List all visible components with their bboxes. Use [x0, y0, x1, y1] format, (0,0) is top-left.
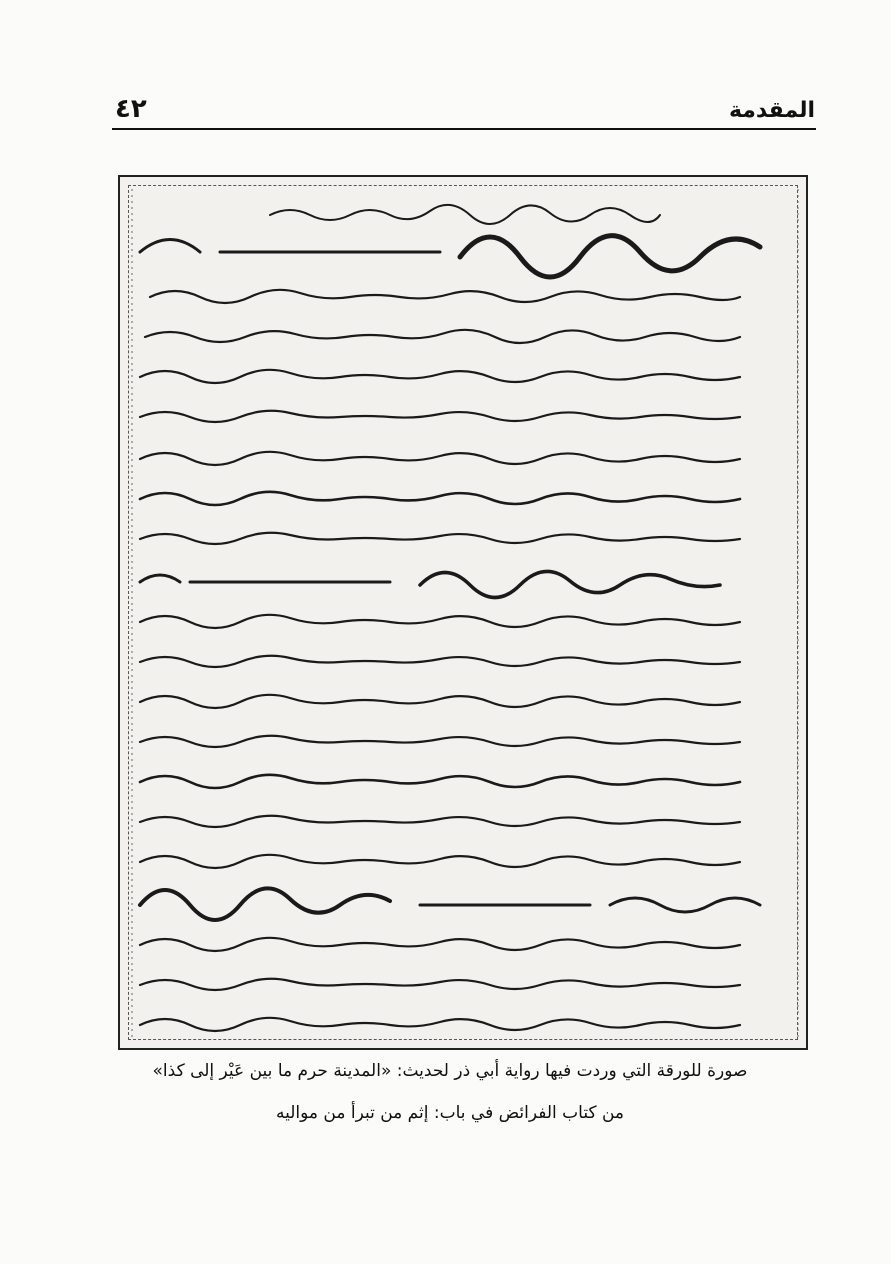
header-rule — [112, 128, 816, 130]
section-title: المقدمة — [728, 98, 815, 123]
figure-caption-line-1: صورة للورقة التي وردت فيها رواية أبي ذر لحديث: «المدينة حرم ما بين عَيْر إلى كذا» — [152, 1061, 748, 1081]
figure-caption-line-2: من كتاب الفرائض في باب: إثم من تبرأ من مواليه — [275, 1103, 625, 1123]
page-number: ٤٢ — [115, 94, 147, 124]
manuscript-handwriting — [120, 177, 808, 1050]
manuscript-image — [118, 175, 808, 1050]
running-head — [115, 92, 815, 132]
